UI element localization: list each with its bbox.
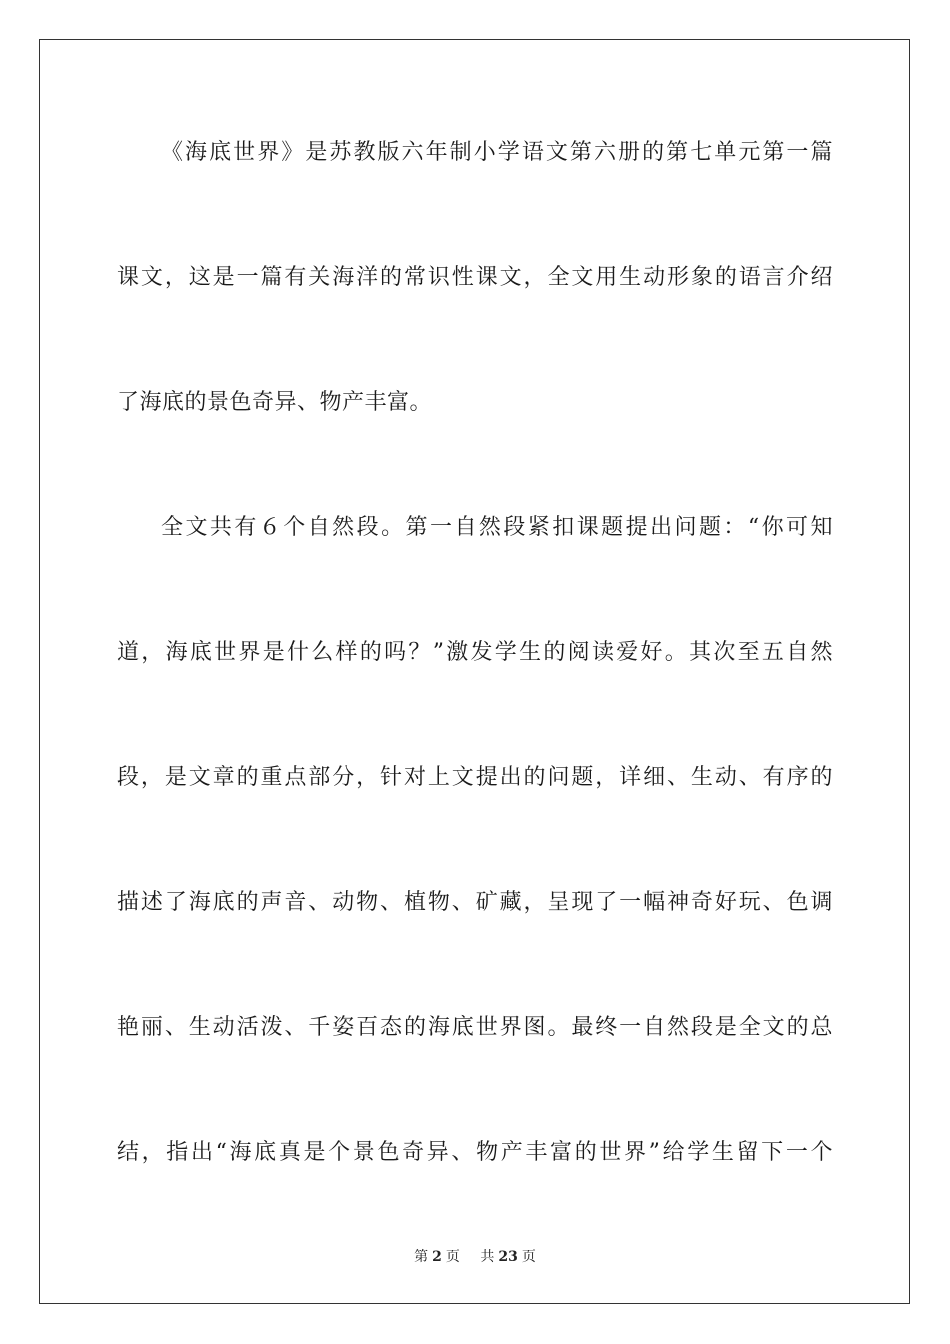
paragraph-2-line-6: 结，指出“海底真是个景色奇异、物产丰富的世界”给学生留下一个 (117, 1140, 833, 1165)
page-number: 2 (432, 1249, 442, 1265)
page-footer (0, 1246, 950, 1266)
page-prefix: 第 (414, 1249, 429, 1265)
page-indicator (410, 1249, 464, 1265)
paragraph-2-line-2: 道，海底世界是什么样的吗？”激发学生的阅读爱好。其次至五自然 (117, 640, 833, 665)
page-suffix: 页 (445, 1249, 460, 1265)
document-body (117, 125, 833, 1250)
total-prefix: 共 (480, 1249, 495, 1265)
paragraph-2-line-3: 段，是文章的重点部分，针对上文提出的问题，详细、生动、有序的 (117, 765, 833, 790)
total-indicator (476, 1249, 539, 1265)
total-pages: 23 (498, 1249, 518, 1265)
paragraph-1-line-1: 《海底世界》是苏教版六年制小学语文第六册的第七单元第一篇 (161, 140, 833, 165)
paragraph-1-line-3: 了海底的景色奇异、物产丰富。 (117, 390, 433, 415)
paragraph-2-line-4: 描述了海底的声音、动物、植物、矿藏，呈现了一幅神奇好玩、色调 (117, 890, 833, 915)
paragraph-1-line-2: 课文，这是一篇有关海洋的常识性课文，全文用生动形象的语言介绍 (117, 265, 833, 290)
paragraph-2-line-1: 全文共有６个自然段。第一自然段紧扣课题提出问题：“你可知 (161, 515, 833, 540)
paragraph-2-line-5: 艳丽、生动活泼、千姿百态的海底世界图。最终一自然段是全文的总 (117, 1015, 833, 1040)
total-suffix: 页 (521, 1249, 536, 1265)
